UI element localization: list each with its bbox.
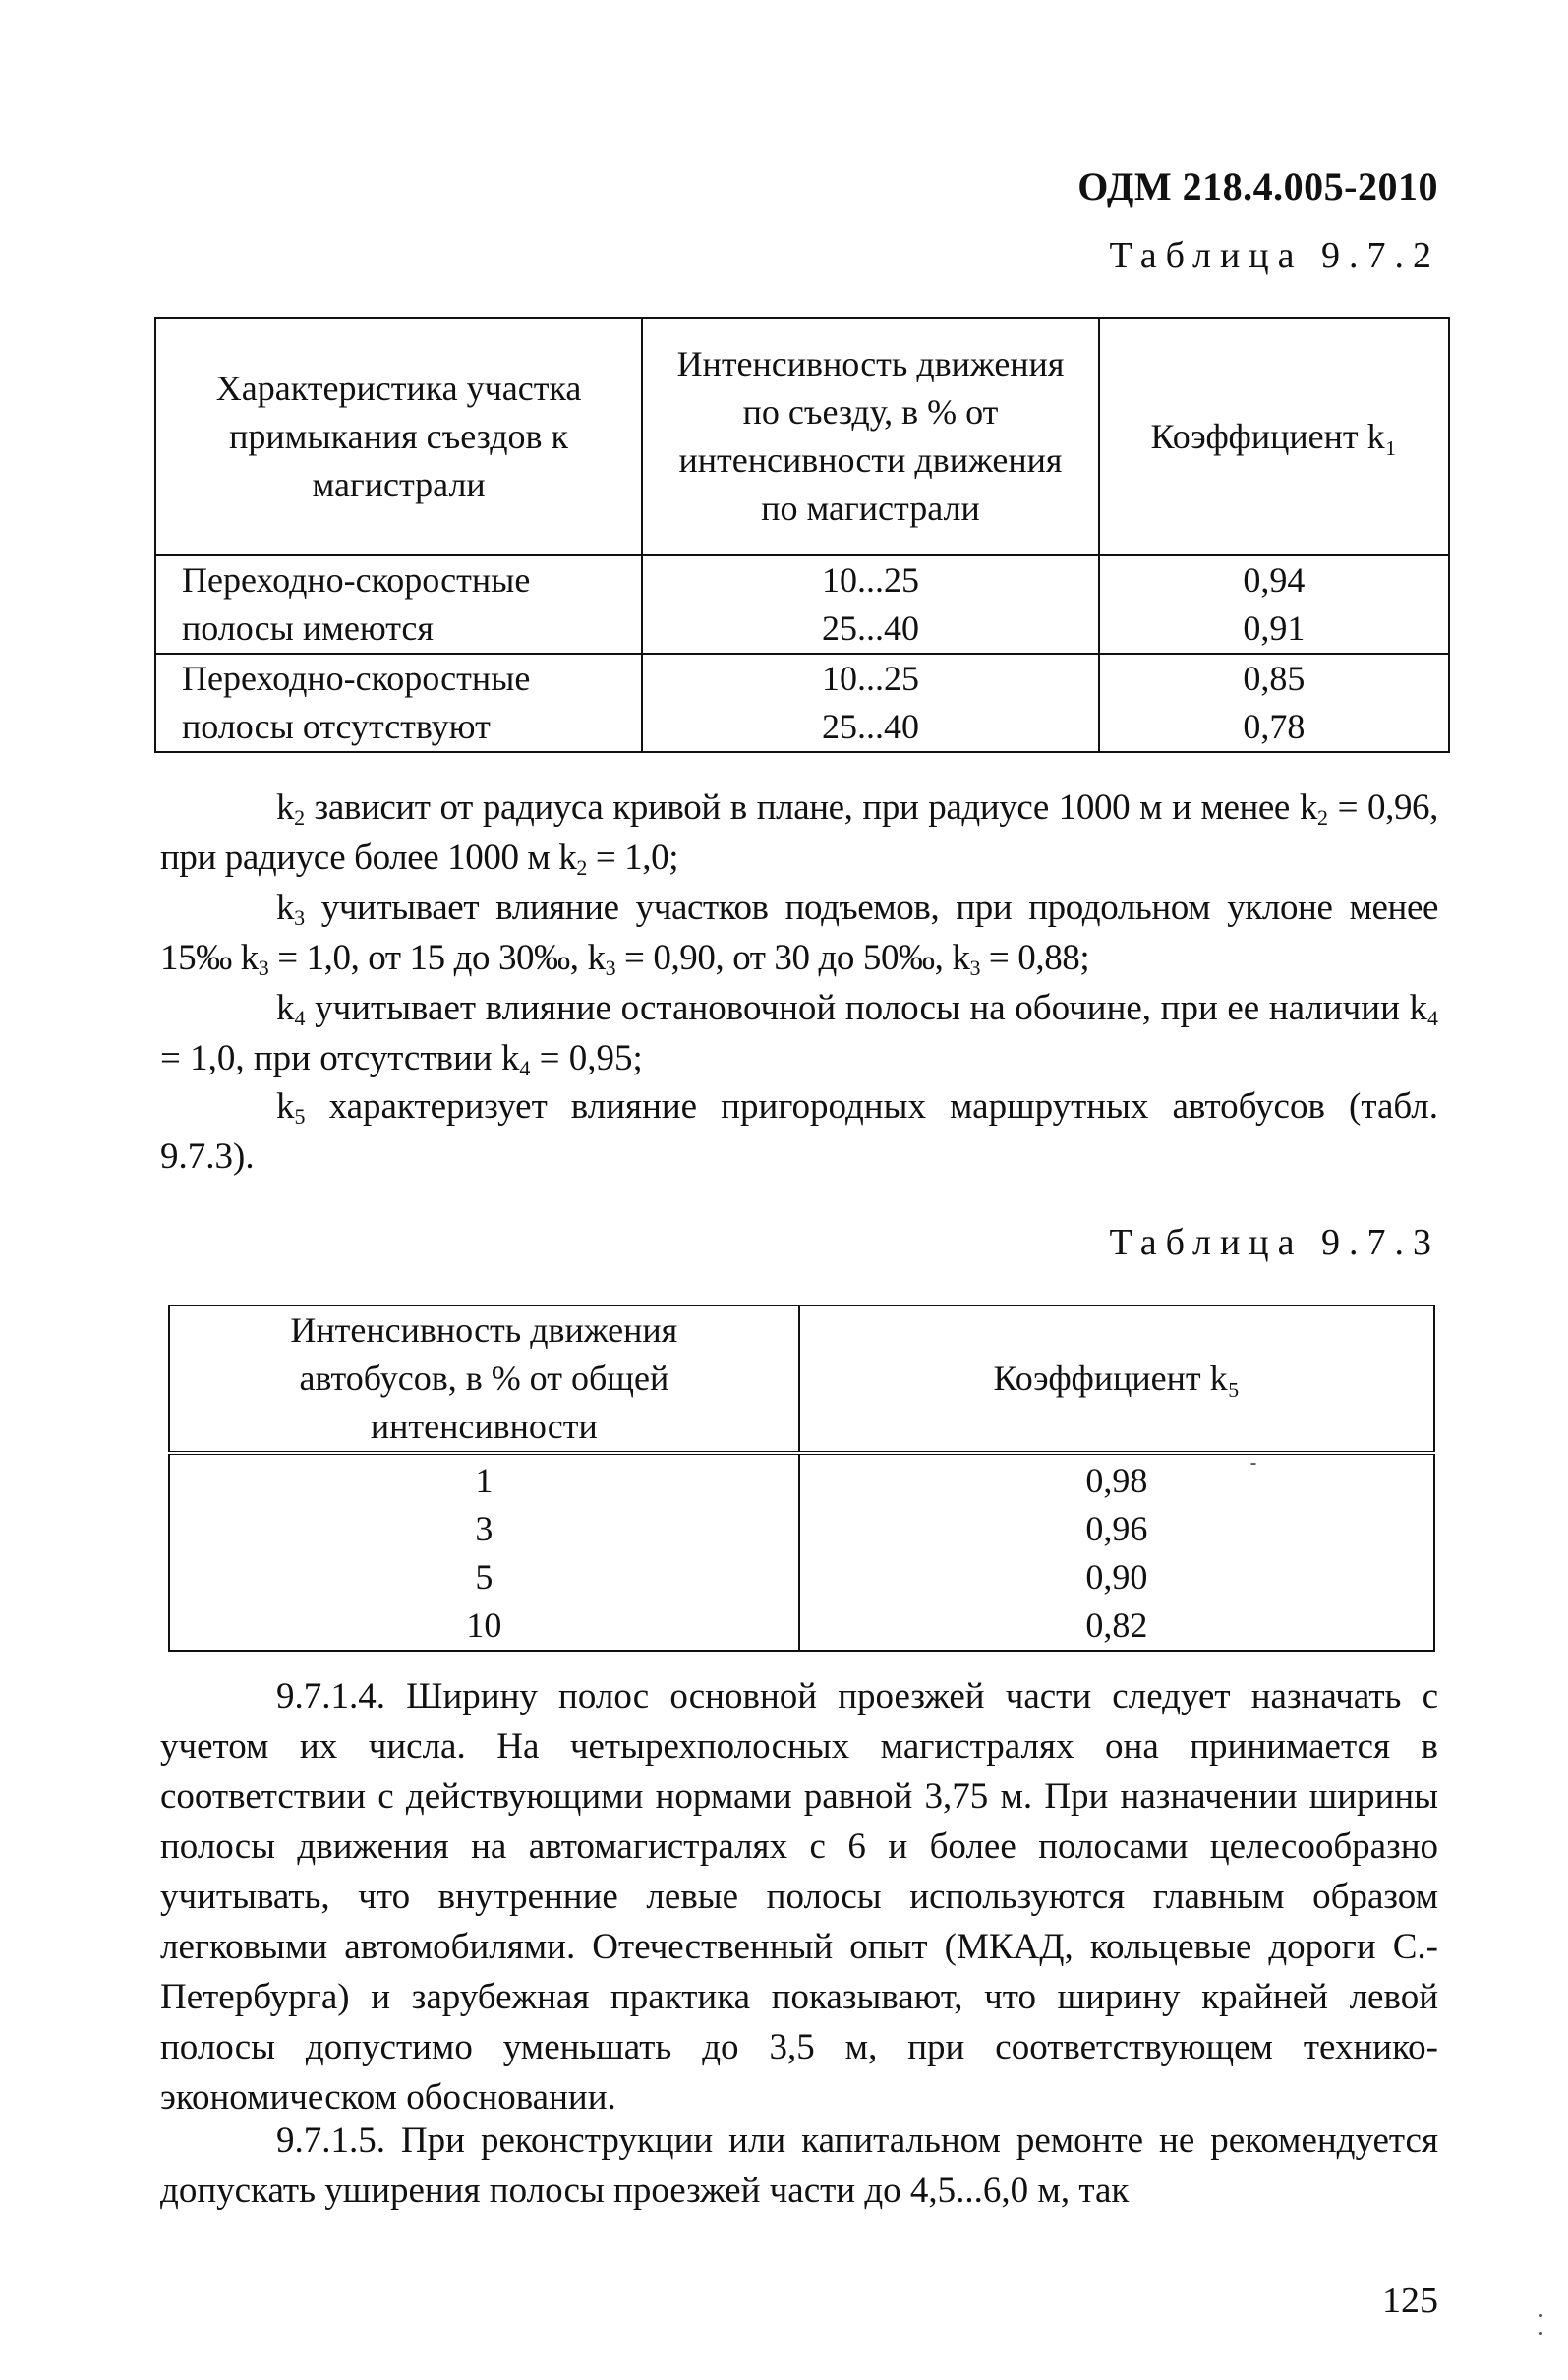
table-row: [169, 1601, 1434, 1651]
row-coefficients: 0,94 0,91: [1099, 555, 1449, 654]
cell-coefficient: 0,96: [799, 1505, 1434, 1553]
table-header-row: [155, 318, 1449, 555]
cell-coefficient: 0,98: [799, 1453, 1434, 1505]
row-label: Переходно-скоростные полосы имеются: [155, 555, 642, 654]
table-caption-9-7-2: Таблица 9.7.2: [1109, 235, 1440, 276]
row-ranges: 10...25 25...40: [642, 654, 1099, 752]
paragraph-k4: $k_4$ учитывает влияние остановочной полосы на обочине, при ее наличии $k_4 = 1,0$, при отсутствии $k_4 = 0,95$;: [160, 988, 1438, 1080]
paragraph-9-7-1-5: 9.7.1.5. При реконструкции или капитальном ремонте не рекомендуется допускать уширения полосы проезжей части до 4,5...6,0 м, так: [160, 2120, 1438, 2211]
header-cell-coefficient-k1: Коэффициент k₁: [1099, 318, 1449, 555]
table-row: [169, 1553, 1434, 1601]
table-row: [169, 1453, 1434, 1505]
page-number: 125: [1382, 2280, 1438, 2321]
paragraph-9-7-1-4: 9.7.1.4. Ширину полос основной проезжей части следует назначать с учетом их числа. На четырехполосных магистралях она принимается в соответствии с действующими нормами равной 3,75 м. При назначении ширины полосы движения на автомагистралях с 6 и более полосами целесообразно учитывать, что внутренние левые полосы используются главным образом легковыми автомобилями. Отечественный опыт (МКАД, кольцевые дороги С.-Петербурга) и зарубежная практика показывают, что ширину крайней левой полосы допустимо уменьшать до 3,5 м, при соответствующем технико-экономическом обосновании.: [160, 1676, 1438, 2118]
cell-coefficient: 0,90: [799, 1553, 1434, 1601]
scan-dot: [1539, 2332, 1542, 2335]
header-cell-intensity: Интенсивность движения по съезду, в % от интенсивности движения по магистрали: [642, 318, 1099, 555]
scan-dot: [1250, 1463, 1256, 1465]
table-row: [155, 555, 1449, 654]
cell-intensity: 5: [169, 1553, 799, 1601]
table-caption-9-7-3: Таблица 9.7.3: [1109, 1222, 1440, 1263]
cell-coefficient: 0,82: [799, 1601, 1434, 1651]
header-cell-coefficient-k5: Коэффициент k₅: [799, 1306, 1434, 1453]
row-coefficients: 0,85 0,78: [1099, 654, 1449, 752]
table-row: [155, 654, 1449, 752]
cell-intensity: 10: [169, 1601, 799, 1651]
document-code: ОДМ 218.4.005-2010: [1077, 164, 1438, 208]
table-row: [169, 1505, 1434, 1553]
header-cell-bus-intensity: Интенсивность движения автобусов, в % от общей интенсивности: [169, 1306, 799, 1453]
paragraph-k3: $k_3$ учитывает влияние участков подъемов, при продольном уклоне менее 15‰ $k_3 = 1,0$, от 15 до 30‰, $k_3 = 0,90$, от 30 до 50‰, $k_3 = 0,88$;: [160, 888, 1438, 980]
table-header-row: [169, 1306, 1434, 1453]
cell-intensity: 1: [169, 1453, 799, 1505]
row-label: Переходно-скоростные полосы отсутствуют: [155, 654, 642, 752]
header-cell-characteristic: Характеристика участка примыкания съездов к магистрали: [155, 318, 642, 555]
table-9-7-3: [168, 1305, 1435, 1652]
scan-dot: [1539, 2314, 1542, 2317]
paragraph-k2: $k_2$ зависит от радиуса кривой в плане, при радиусе 1000 м и менее $k_2 = 0,96$, при радиусе более 1000 м $k_2 = 1,0$;: [160, 787, 1438, 880]
row-ranges: 10...25 25...40: [642, 555, 1099, 654]
paragraph-k5: $k_5$ характеризует влияние пригородных маршрутных автобусов (табл. 9.7.3).: [160, 1086, 1438, 1177]
table-9-7-2: [154, 317, 1450, 753]
cell-intensity: 3: [169, 1505, 799, 1553]
